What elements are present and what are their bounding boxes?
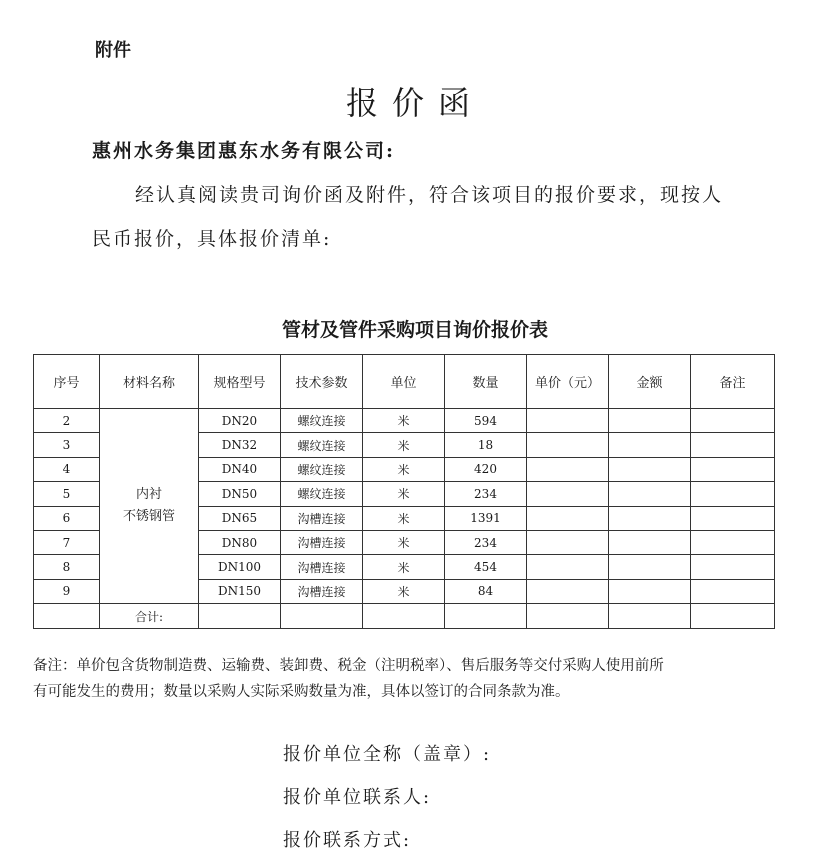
signature-company[interactable]: 报价单位全称（盖章）: (283, 744, 492, 765)
note-line-1: 备注：单价包含货物制造费、运输费、装卸费、税金（注明税率）、售后服务等交付采购人使用前所 (33, 658, 664, 674)
cell-material-name (100, 409, 199, 604)
cell-unit-price[interactable] (527, 457, 609, 481)
cell-qty: 1391 (445, 506, 527, 530)
cell-unit-price[interactable] (527, 433, 609, 457)
cell-qty: 234 (445, 530, 527, 554)
cell-spec: DN32 (199, 433, 281, 457)
table-title: 管材及管件采购项目询价报价表 (281, 319, 548, 341)
cell-param: 螺纹连接 (281, 482, 363, 506)
cell-unit: 米 (363, 555, 445, 579)
cell-no: 7 (34, 530, 100, 554)
cell-param (281, 604, 363, 629)
signature-phone[interactable]: 报价联系方式: (283, 830, 412, 851)
total-label: 合计: (100, 604, 199, 629)
table-header-row (34, 355, 775, 409)
cell-param: 沟槽连接 (281, 530, 363, 554)
cell-unit-price[interactable] (527, 555, 609, 579)
cell-amount[interactable] (609, 530, 691, 554)
header-material: 材料名称 (100, 355, 199, 409)
cell-qty: 18 (445, 433, 527, 457)
cell-remark[interactable] (691, 482, 775, 506)
header-qty: 数量 (445, 355, 527, 409)
cell-no: 6 (34, 506, 100, 530)
cell-remark[interactable] (691, 579, 775, 603)
cell-unit-price[interactable] (527, 604, 609, 629)
cell-amount[interactable] (609, 482, 691, 506)
cell-spec: DN150 (199, 579, 281, 603)
cell-spec: DN40 (199, 457, 281, 481)
cell-qty: 594 (445, 409, 527, 433)
cell-amount[interactable] (609, 604, 691, 629)
header-spec: 规格型号 (199, 355, 281, 409)
cell-remark[interactable] (691, 457, 775, 481)
cell-amount[interactable] (609, 506, 691, 530)
cell-unit: 米 (363, 409, 445, 433)
cell-no: 5 (34, 482, 100, 506)
cell-qty: 454 (445, 555, 527, 579)
cell-qty: 84 (445, 579, 527, 603)
cell-amount[interactable] (609, 409, 691, 433)
header-unit-price: 单价（元） (527, 355, 609, 409)
cell-unit: 米 (363, 457, 445, 481)
cell-param: 螺纹连接 (281, 409, 363, 433)
material-name-line-1: 内衬 (135, 487, 162, 503)
table-row (34, 409, 775, 433)
cell-param: 沟槽连接 (281, 555, 363, 579)
cell-spec: DN50 (199, 482, 281, 506)
cell-spec: DN65 (199, 506, 281, 530)
cell-remark[interactable] (691, 409, 775, 433)
cell-unit: 米 (363, 579, 445, 603)
cell-unit-price[interactable] (527, 530, 609, 554)
cell-unit: 米 (363, 433, 445, 457)
cell-unit-price[interactable] (527, 482, 609, 506)
cell-amount[interactable] (609, 579, 691, 603)
material-name-line-2: 不锈钢管 (122, 509, 175, 525)
cell-no: 4 (34, 457, 100, 481)
cell-qty: 420 (445, 457, 527, 481)
header-no: 序号 (34, 355, 100, 409)
cell-spec: DN100 (199, 555, 281, 579)
cell-param: 螺纹连接 (281, 433, 363, 457)
header-param: 技术参数 (281, 355, 363, 409)
cell-unit (363, 604, 445, 629)
cell-remark[interactable] (691, 530, 775, 554)
signature-contact[interactable]: 报价单位联系人: (283, 787, 432, 808)
cell-no: 2 (34, 409, 100, 433)
cell-amount[interactable] (609, 433, 691, 457)
cell-unit-price[interactable] (527, 579, 609, 603)
body-line-1: 经认真阅读贵司询价函及附件，符合该项目的报价要求，现按人 (135, 184, 724, 206)
cell-spec (199, 604, 281, 629)
header-unit: 单位 (363, 355, 445, 409)
cell-unit: 米 (363, 530, 445, 554)
cell-no (34, 604, 100, 629)
body-line-2: 民币报价，具体报价清单: (92, 228, 332, 250)
cell-unit-price[interactable] (527, 506, 609, 530)
cell-remark[interactable] (691, 555, 775, 579)
cell-param: 沟槽连接 (281, 506, 363, 530)
cell-unit: 米 (363, 482, 445, 506)
cell-param: 螺纹连接 (281, 457, 363, 481)
attachment-label: 附件 (95, 40, 131, 61)
cell-no: 8 (34, 555, 100, 579)
cell-spec: DN20 (199, 409, 281, 433)
cell-no: 3 (34, 433, 100, 457)
cell-unit-price[interactable] (527, 409, 609, 433)
cell-remark[interactable] (691, 433, 775, 457)
header-remark: 备注 (691, 355, 775, 409)
cell-amount[interactable] (609, 457, 691, 481)
cell-amount[interactable] (609, 555, 691, 579)
header-amount: 金额 (609, 355, 691, 409)
cell-remark[interactable] (691, 506, 775, 530)
addressee: 惠州水务集团惠东水务有限公司: (92, 140, 396, 162)
cell-param: 沟槽连接 (281, 579, 363, 603)
total-row (34, 604, 775, 629)
cell-qty (445, 604, 527, 629)
document-title: 报价函 (345, 84, 484, 122)
note-line-2: 有可能发生的费用；数量以采购人实际采购数量为准，具体以签订的合同条款为准。 (33, 684, 570, 700)
cell-unit: 米 (363, 506, 445, 530)
cell-spec: DN80 (199, 530, 281, 554)
cell-remark[interactable] (691, 604, 775, 629)
cell-no: 9 (34, 579, 100, 603)
quote-table (33, 354, 775, 629)
cell-qty: 234 (445, 482, 527, 506)
